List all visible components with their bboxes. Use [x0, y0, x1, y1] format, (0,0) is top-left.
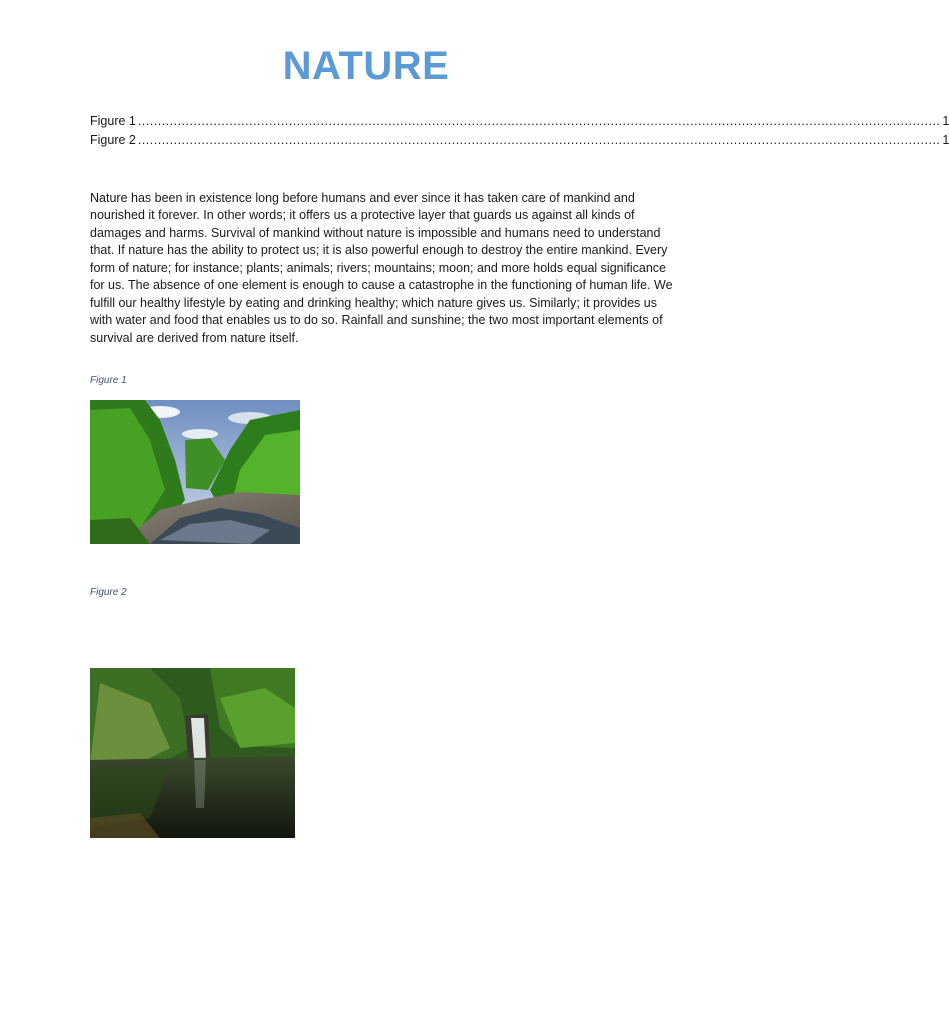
toc-leader-dots: ..........................................................................................................................................................................................................: [137, 133, 941, 147]
table-of-figures: [90, 112, 949, 150]
document-title: NATURE: [282, 44, 450, 88]
toc-entry-page-number: 1: [942, 114, 949, 128]
toc-entry-label: Figure 2: [90, 133, 136, 147]
figure-2-caption: Figure 2: [90, 587, 127, 598]
body-paragraph: Nature has been in existence long before humans and ever since it has taken care of mankind and nourished it forever. In other words; it offers us a protective layer that guards us against all kinds of damages and harms. Survival of mankind without nature is impossible and humans need to understand that. If nature has the ability to protect us; it is also powerful enough to destroy the entire mankind. Every form of nature; for instance; plants; animals; rivers; mountains; moon; and more holds equal significance for us. The absence of one element is enough to cause a catastrophe in the functioning of human life. We fulfill our healthy lifestyle by eating and drinking healthy; which nature gives us. Similarly; it provides us with water and food that enables us to do so. Rainfall and sunshine; the two most important elements of survival are derived from nature itself.: [90, 190, 673, 345]
toc-entry-page-number: 1: [942, 133, 949, 147]
figure-1-caption: Figure 1: [90, 375, 127, 386]
figure-1-forest-stream-photo: [90, 400, 300, 544]
figure-2-waterfall-pond-photo: [90, 668, 295, 838]
toc-entry-label: Figure 1: [90, 114, 136, 128]
toc-entry-figure-1[interactable]: [90, 112, 949, 131]
toc-entry-figure-2[interactable]: [90, 131, 949, 150]
toc-leader-dots: ..........................................................................................................................................................................................................: [137, 114, 941, 128]
